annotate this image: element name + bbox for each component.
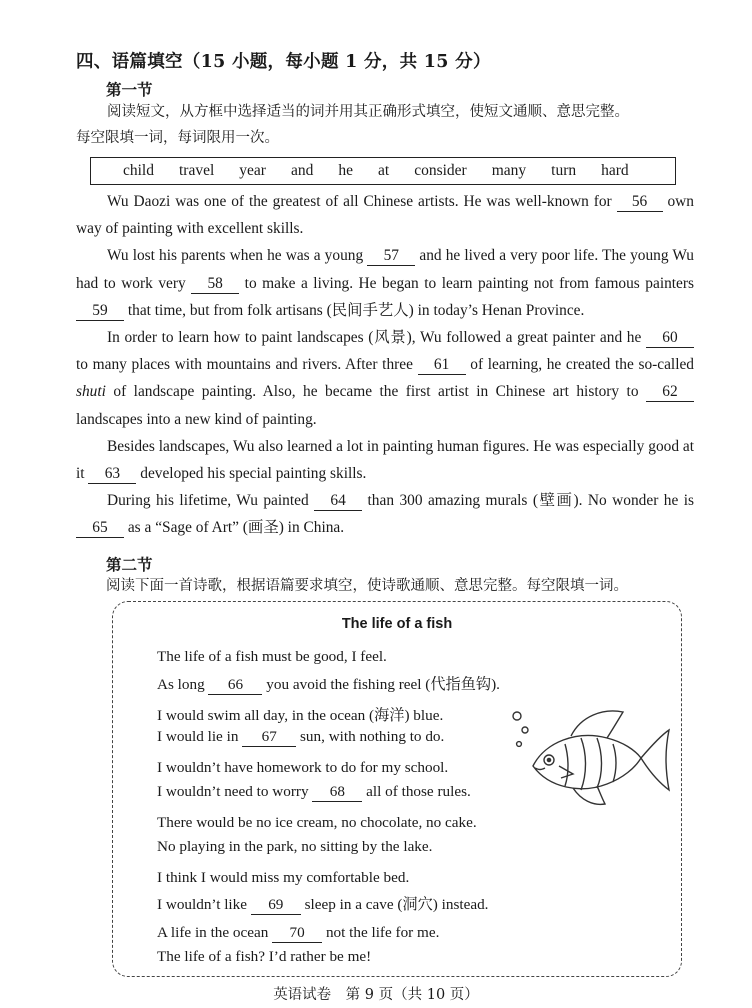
blank-57[interactable]: 57: [367, 247, 415, 266]
part1-instruction-line1: 阅读短文，从方框中选择适当的词并用其正确形式填空，使短文通顺、意思完整。: [107, 104, 629, 120]
poem-title: The life of a fish: [341, 616, 453, 632]
poem-line-4: I would lie in 67 sun, with nothing to do.: [157, 728, 445, 745]
part1-title: 第一节: [106, 80, 153, 99]
paragraph-4: Besides landscapes, Wu also learned a lot in painting human figures. He was especially good at it 63 developed his special painting skills.: [76, 437, 694, 483]
reading-passage: [76, 188, 694, 542]
poem-line-12: The life of a fish? I’d rather be me!: [157, 948, 372, 965]
blank-64[interactable]: 64: [314, 492, 362, 511]
word-option: at: [378, 162, 390, 179]
word-option: many: [491, 162, 527, 179]
fish-illustration-icon: [511, 704, 671, 814]
poem-line-8: No playing in the park, no sitting by the lake.: [157, 838, 433, 855]
paragraph-5: During his lifetime, Wu painted 64 than 300 amazing murals (壁画). No wonder he is 65 as a “Sage of Art” (画圣) in China.: [76, 487, 694, 541]
page-footer: 英语试卷 第 9 页（共 10 页）: [273, 987, 479, 1003]
part2-instruction: 阅读下面一首诗歌，根据语篇要求填空，使诗歌通顺、意思完整。每空限填一词。: [106, 578, 628, 594]
poem-line-6: I wouldn’t need to worry 68 all of those rules.: [157, 783, 471, 800]
poem-line-2: As long 66 you avoid the fishing reel (代指鱼钩).: [157, 676, 500, 693]
blank-59[interactable]: 59: [76, 302, 124, 321]
blank-68[interactable]: 68: [312, 783, 362, 802]
poem-line-3: I would swim all day, in the ocean (海洋) blue.: [157, 707, 444, 724]
poem-box: [112, 601, 682, 977]
part1-instructions: [76, 99, 696, 151]
poem-line-7: There would be no ice cream, no chocolate, no cake.: [157, 814, 477, 831]
word-option: consider: [414, 162, 467, 179]
part1-instruction-line2: 每空限填一词，每词限用一次。: [76, 130, 279, 146]
word-box: [90, 157, 676, 185]
poem-line-1: The life of a fish must be good, I feel.: [157, 648, 387, 665]
blank-63[interactable]: 63: [88, 465, 136, 484]
word-option: year: [239, 162, 266, 179]
blank-65[interactable]: 65: [76, 519, 124, 538]
poem-line-11: A life in the ocean 70 not the life for me.: [157, 924, 440, 941]
blank-67[interactable]: 67: [242, 728, 296, 747]
word-option: turn: [551, 162, 577, 179]
blank-58[interactable]: 58: [191, 275, 239, 294]
part2-title: 第二节: [106, 555, 153, 574]
blank-62[interactable]: 62: [646, 383, 694, 402]
paragraph-2: Wu lost his parents when he was a young 57 and he lived a very poor life. The young Wu had to work very 58 to make a living. He began to learn painting not from famous painters 59 that time, but from folk artisans (民间手艺人) in today’s Henan Province.: [76, 247, 695, 319]
blank-56[interactable]: 56: [617, 193, 663, 212]
word-option: child: [123, 162, 154, 179]
blank-69[interactable]: 69: [251, 896, 301, 915]
paragraph-3: In order to learn how to paint landscapes (风景), Wu followed a great painter and he 60 to many places with mountains and rivers. After three 61 of learning, he created the so-called shuti of landscape painting. Also, he became the first artist in Chinese art history to 62 landscapes into a new kind of painting.: [76, 329, 695, 428]
word-option: travel: [179, 162, 215, 179]
blank-60[interactable]: 60: [646, 329, 694, 348]
italic-term: shuti: [76, 383, 106, 401]
blank-61[interactable]: 61: [418, 356, 466, 375]
paragraph-1: Wu Daozi was one of the greatest of all Chinese artists. He was well-known for 56 own way of painting with excellent skills.: [76, 193, 694, 238]
word-option: he: [338, 162, 353, 179]
word-option: and: [290, 162, 314, 179]
blank-66[interactable]: 66: [208, 676, 262, 695]
poem-line-5: I wouldn’t have homework to do for my school.: [157, 759, 449, 776]
word-option: hard: [601, 162, 629, 179]
poem-line-9: I think I would miss my comfortable bed.: [157, 869, 410, 886]
poem-line-10: I wouldn’t like 69 sleep in a cave (洞穴) instead.: [157, 896, 489, 913]
blank-70[interactable]: 70: [272, 924, 322, 943]
section-title: 四、语篇填空（15 小题，每小题 1 分，共 15 分）: [76, 52, 491, 72]
